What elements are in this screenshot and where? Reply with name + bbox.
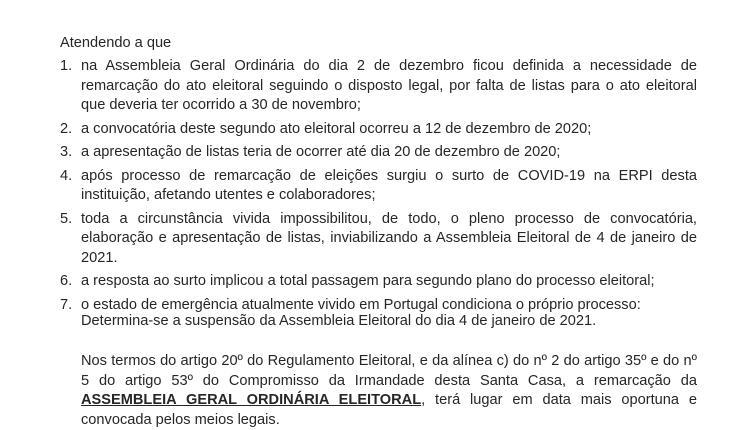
list-item-text: na Assembleia Geral Ordinária do dia 2 de dezembro ficou definida a necessidade de remarcação do ato eleitoral seguindo o disposto legal, por falta de listas para o ato eleitoral que deveria ter ocorrido a 30 de novembro;: [81, 58, 697, 113]
list-item-number: 7.: [60, 296, 73, 313]
list-item-text: a convocatória deste segundo ato eleitoral ocorreu a 12 de dezembro de 2020;: [81, 120, 592, 137]
assembly-name-emphasis: ASSEMBLEIA GERAL ORDINÁRIA ELEITORAL: [81, 392, 422, 408]
list-item-number: 3.: [60, 144, 73, 160]
list-item-text: após processo de remarcação de eleições surgiu o surto de COVID-19 na ERPI desta instituição, afetando utentes e colaboradores;: [81, 167, 697, 203]
list-item-text: a apresentação de listas teria de ocorrer até dia 20 de dezembro de 2020;: [81, 144, 561, 160]
determination-statement: Determina-se a suspensão da Assembleia Eleitoral do dia 4 de janeiro de 2021.: [81, 313, 597, 329]
closing-text-after: , terá lugar em data mais oportuna e convocada pelos meios legais.: [81, 392, 697, 428]
list-item: [0, 167, 750, 206]
list-item-text: a resposta ao surto implicou a total passagem para segundo plano do processo eleitoral;: [81, 273, 655, 289]
list-item: [0, 57, 750, 116]
list-item-number: 4.: [60, 167, 73, 184]
list-item-number: 1.: [60, 58, 73, 74]
list-item: [0, 210, 750, 269]
list-item: [0, 143, 750, 163]
list-item-number: 6.: [60, 273, 73, 289]
list-item: [0, 272, 750, 292]
closing-text-before: Nos termos do artigo 20º do Regulamento Eleitoral, e da alínea c) do nº 2 do artigo 35º e do nº 5 do artigo 53º do Compromisso da Irmandade desta Santa Casa, a remarcação da: [81, 353, 697, 389]
intro-text: Atendendo a que: [60, 35, 172, 51]
closing-paragraph: [81, 352, 697, 430]
considerations-list: [0, 57, 750, 319]
list-item: [0, 120, 750, 140]
list-item-number: 5.: [60, 210, 73, 227]
list-item-text: o estado de emergência atualmente vivido em Portugal condiciona o próprio processo:: [81, 296, 641, 313]
list-item-number: 2.: [60, 120, 73, 137]
list-item-text: toda a circunstância vivida impossibilitou, de todo, o pleno processo de convocatória, elaboração e apresentação de listas, inviabilizando a Assembleia Eleitoral de 4 de janeiro de 2021.: [81, 210, 697, 266]
